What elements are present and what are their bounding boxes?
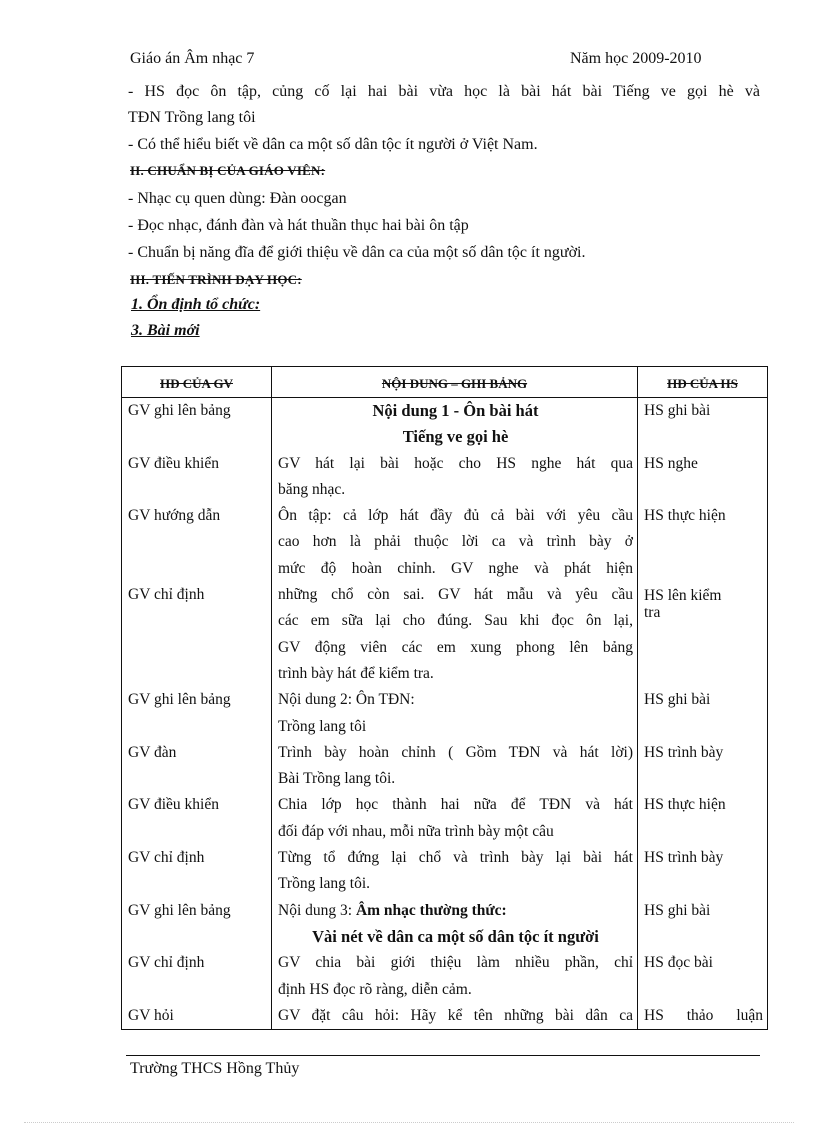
gv-cell: GV ghi lên bảng <box>122 398 272 451</box>
hs-cell: HS ghi bài <box>638 898 768 951</box>
content-heading-song: Tiếng ve gọi hè <box>402 427 509 447</box>
gv-cell: GV ghi lên bảng <box>122 687 272 740</box>
hs-cell: HS nghe <box>638 451 768 504</box>
document-header-right: Năm học 2009-2010 <box>570 50 702 67</box>
content-line: Trình bày hoàn chỉnh ( Gồm TĐN và hát lời) <box>278 743 633 761</box>
gv-cell <box>122 503 272 687</box>
content-line: mức độ hoàn chỉnh. GV nghe và phát hiện <box>278 559 633 577</box>
intro-line-1: - HS đọc ôn tập, củng cố lại hai bài vừa học là bài hát bài Tiếng ve gọi hè và <box>128 83 760 100</box>
content-cell <box>272 1003 638 1030</box>
content-line: Chia lớp học thành hai nữa để TĐN và hát <box>278 796 633 814</box>
content-line: các em sữa lại cho đúng. Sau khi đọc ôn lại, <box>278 612 633 630</box>
section-2-title: II. CHUẨN BỊ CỦA GIÁO VIÊN: <box>130 163 326 178</box>
content-heading: Vài nét về dân ca một số dân tộc ít người <box>312 926 599 946</box>
content-cell <box>272 845 638 898</box>
content-line: GV động viên các em xung phong lên bảng <box>278 638 633 656</box>
table-row <box>122 451 768 504</box>
hs-cell <box>638 503 768 687</box>
content-cell <box>272 792 638 845</box>
content-line: định HS đọc rõ ràng, diễn cảm. <box>278 980 472 998</box>
table-row <box>122 792 768 845</box>
content-heading: Nội dung 1 - Ôn bài hát <box>372 401 539 420</box>
content-line: cao hơn là phải thuộc lời ca và trình bày ở <box>278 533 633 551</box>
content-line: Ôn tập: cả lớp hát đầy đủ cả bài với yêu cầu <box>278 507 633 525</box>
content-line: Từng tổ đứng lại chổ và trình bày lại bài hát <box>278 849 633 867</box>
content-line: đối đáp với nhau, mỗi nữa trình bày một câu <box>278 822 554 840</box>
content-cell <box>272 687 638 740</box>
table-row <box>122 398 768 451</box>
content-cell <box>272 398 638 451</box>
content-line: Trồng lang tôi <box>278 717 367 735</box>
content-line: GV chia bài giới thiệu làm nhiều phần, chỉ <box>278 954 633 972</box>
footer-rule <box>126 1055 760 1056</box>
table-row <box>122 950 768 1003</box>
table-header-row <box>122 367 768 398</box>
hs-cell: HS ghi bài <box>638 687 768 740</box>
document-header-left: Giáo án Âm nhạc 7 <box>130 50 255 67</box>
hs-text: HS thực hiện <box>644 507 726 525</box>
content-cell <box>272 451 638 504</box>
hs-cell: HS ghi bài <box>638 398 768 451</box>
hs-text-2: HS lên kiểm tra <box>644 587 722 622</box>
content-line: GV hát lại bài hoặc cho HS nghe hát qua <box>278 454 633 472</box>
section-2-item-2: - Đọc nhạc, đánh đàn và hát thuần thục hai bài ôn tập <box>128 217 469 234</box>
header-noi-dung: NỘI DUNG – GHI BẢNG <box>272 367 638 398</box>
table-row <box>122 845 768 898</box>
hs-cell: HS trình bày <box>638 740 768 793</box>
content-cell <box>272 503 638 687</box>
content-line: Nội dung 2: Ôn TĐN: <box>278 691 415 709</box>
content-cell <box>272 950 638 1003</box>
content-line: những chổ còn sai. GV hát mẫu và yêu cầu <box>278 586 633 604</box>
content-line: Bài Trồng lang tôi. <box>278 770 396 788</box>
gv-cell: GV đàn <box>122 740 272 793</box>
subheading-on-dinh: 1. Ổn định tổ chức: <box>131 296 261 313</box>
table-row <box>122 740 768 793</box>
content-prefix: Nội dung 3: <box>278 901 356 919</box>
table-row <box>122 687 768 740</box>
hs-cell: HS thảo luận <box>638 1003 768 1030</box>
section-2-item-3: - Chuẩn bị năng đĩa để giới thiệu về dân ca của một số dân tộc ít người. <box>128 244 586 261</box>
lesson-plan-table <box>121 366 768 1030</box>
subheading-bai-moi: 3. Bài mới <box>131 322 200 339</box>
section-3-title: III. TIẾN TRÌNH DẠY HỌC: <box>130 272 302 287</box>
content-line: trình bày hát để kiểm tra. <box>278 664 434 682</box>
gv-text: GV hướng dẫn <box>128 507 221 525</box>
gv-cell: GV hỏi <box>122 1003 272 1030</box>
gv-cell: GV chỉ định <box>122 845 272 898</box>
hs-cell: HS trình bày <box>638 845 768 898</box>
content-cell <box>272 898 638 951</box>
content-line <box>278 898 633 924</box>
gv-text-2: GV chỉ định <box>128 586 205 604</box>
footer-school: Trường THCS Hồng Thủy <box>130 1060 300 1077</box>
hs-cell: HS đọc bài <box>638 950 768 1003</box>
gv-cell: GV điều khiển <box>122 792 272 845</box>
header-hs: HĐ CỦA HS <box>638 367 768 398</box>
table-row <box>122 503 768 687</box>
table-row <box>122 1003 768 1030</box>
content-line: băng nhạc. <box>278 480 346 498</box>
content-bold-heading: Âm nhạc thường thức: <box>355 901 507 919</box>
content-line: GV đặt câu hỏi: Hãy kể tên những bài dân ca <box>278 1006 633 1024</box>
table-row <box>122 898 768 951</box>
intro-line-2: TĐN Trồng lang tôi <box>128 109 256 126</box>
hs-cell: HS thực hiện <box>638 792 768 845</box>
section-2-item-1: - Nhạc cụ quen dùng: Đàn oocgan <box>128 190 347 207</box>
gv-cell: GV chỉ định <box>122 950 272 1003</box>
header-gv: HĐ CỦA GV <box>122 367 272 398</box>
content-line: Trồng lang tôi. <box>278 875 371 893</box>
intro-line-3: - Có thể hiểu biết về dân ca một số dân tộc ít người ở Việt Nam. <box>128 136 538 153</box>
gv-cell: GV ghi lên bảng <box>122 898 272 951</box>
content-cell <box>272 740 638 793</box>
gv-cell: GV điều khiển <box>122 451 272 504</box>
